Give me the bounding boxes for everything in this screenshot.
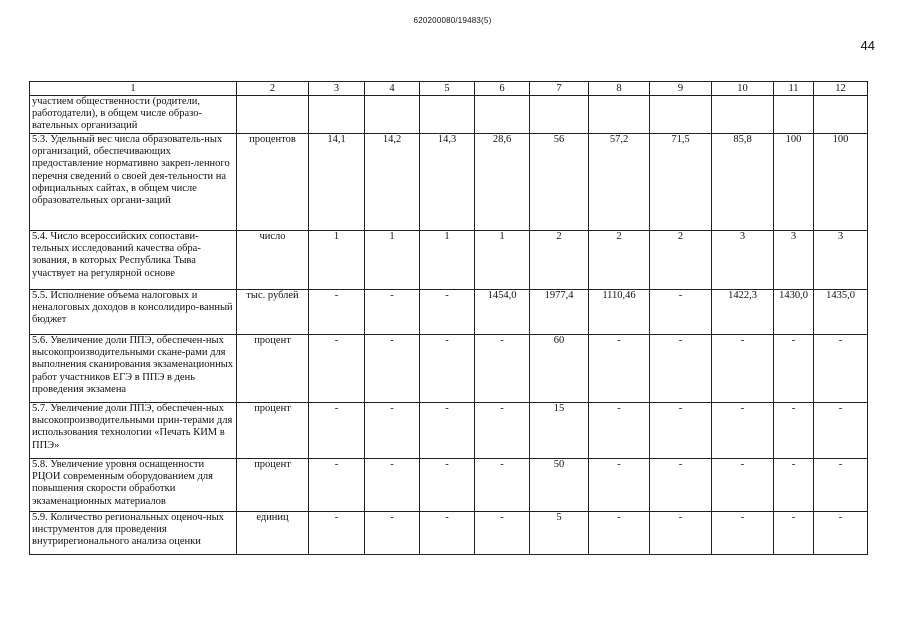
indicator-value: -: [589, 512, 650, 555]
indicator-value: 14,1: [309, 134, 365, 231]
indicator-value: 71,5: [650, 134, 712, 231]
indicator-name: 5.3. Удельный вес числа образователь-ных организаций, обеспечивающих предоставление нормативно закреп-ленного перечня сведений о своей дея-тельности на официальных сайтах, в общем числе образовательных органи-заций: [30, 134, 237, 231]
indicator-value: [712, 96, 774, 134]
indicator-unit: тыс. рублей: [237, 290, 309, 335]
column-header: 8: [589, 82, 650, 96]
indicator-value: [365, 96, 420, 134]
indicator-value: -: [589, 459, 650, 512]
indicator-name: 5.6. Увеличение доли ППЭ, обеспечен-ных высокопроизводительными скане-рами для выполнения сканирования экзаменационных работ участников ЕГЭ в ППЭ в день проведения экзамена: [30, 335, 237, 403]
indicator-value: -: [365, 290, 420, 335]
indicator-unit: единиц: [237, 512, 309, 555]
indicator-value: -: [774, 403, 814, 459]
indicator-unit: процентов: [237, 134, 309, 231]
indicator-value: -: [420, 290, 475, 335]
indicator-value: -: [309, 512, 365, 555]
indicator-value: -: [309, 403, 365, 459]
indicator-unit: процент: [237, 459, 309, 512]
indicator-value: 1: [365, 231, 420, 290]
table-row: [30, 231, 868, 290]
indicator-value: -: [774, 512, 814, 555]
indicator-value: [475, 96, 530, 134]
indicator-value: [420, 96, 475, 134]
indicator-value: 1: [309, 231, 365, 290]
indicator-value: [589, 96, 650, 134]
table-row: [30, 96, 868, 134]
indicator-value: -: [365, 459, 420, 512]
page-number: 44: [860, 38, 875, 53]
indicator-value: -: [475, 403, 530, 459]
indicator-value: 15: [530, 403, 589, 459]
column-header: 7: [530, 82, 589, 96]
indicator-value: 1430,0: [774, 290, 814, 335]
indicator-value: -: [774, 459, 814, 512]
indicator-value: -: [650, 512, 712, 555]
table-header: [30, 82, 868, 96]
indicator-value: 14,2: [365, 134, 420, 231]
indicator-value: 5: [530, 512, 589, 555]
indicator-value: 14,3: [420, 134, 475, 231]
indicator-value: [774, 96, 814, 134]
indicator-value: 1: [475, 231, 530, 290]
table-body: [30, 96, 868, 555]
indicator-value: 56: [530, 134, 589, 231]
indicator-value: -: [475, 459, 530, 512]
indicator-value: -: [475, 335, 530, 403]
indicator-value: 100: [814, 134, 868, 231]
table-row: [30, 335, 868, 403]
column-header: 10: [712, 82, 774, 96]
indicator-unit: [237, 96, 309, 134]
indicator-value: [530, 96, 589, 134]
indicator-unit: число: [237, 231, 309, 290]
indicator-value: 1454,0: [475, 290, 530, 335]
column-header: 2: [237, 82, 309, 96]
indicator-unit: процент: [237, 335, 309, 403]
indicator-value: -: [309, 290, 365, 335]
indicator-value: 57,2: [589, 134, 650, 231]
indicator-name: участием общественности (родители, работодатели), в общем числе образо-вательных организаций: [30, 96, 237, 134]
table-row: [30, 512, 868, 555]
indicator-value: 50: [530, 459, 589, 512]
column-header: 6: [475, 82, 530, 96]
indicator-value: 2: [650, 231, 712, 290]
indicator-value: -: [650, 335, 712, 403]
indicator-value: -: [589, 403, 650, 459]
indicator-value: 1977,4: [530, 290, 589, 335]
indicator-value: -: [814, 403, 868, 459]
indicator-name: 5.4. Число всероссийских сопостави-тельных исследований качества обра-зования, в которых Республика Тыва участвует на регулярной основе: [30, 231, 237, 290]
indicator-value: -: [420, 512, 475, 555]
indicator-value: 60: [530, 335, 589, 403]
indicator-value: 85,8: [712, 134, 774, 231]
indicator-value: -: [712, 512, 774, 555]
header-row: [30, 82, 868, 96]
indicator-value: 3: [814, 231, 868, 290]
indicator-value: -: [650, 290, 712, 335]
indicator-value: 1110,46: [589, 290, 650, 335]
indicator-name: 5.7. Увеличение доли ППЭ, обеспечен-ных высокопроизводительными прин-терами для использования технологии «Печать КИМ в ППЭ»: [30, 403, 237, 459]
indicator-value: -: [814, 512, 868, 555]
indicator-name: 5.9. Количество региональных оценоч-ных инструментов для проведения внутрирегионального анализа оценки: [30, 512, 237, 555]
column-header: 12: [814, 82, 868, 96]
indicator-value: 2: [530, 231, 589, 290]
indicator-name: 5.5. Исполнение объема налоговых и неналоговых доходов в консолидиро-ванный бюджет: [30, 290, 237, 335]
document-id: 620200080/19483(5): [413, 16, 492, 25]
indicator-value: [650, 96, 712, 134]
column-header: 9: [650, 82, 712, 96]
indicator-value: [814, 96, 868, 134]
indicator-value: -: [420, 335, 475, 403]
indicator-value: -: [420, 459, 475, 512]
indicator-value: -: [365, 512, 420, 555]
column-header: 5: [420, 82, 475, 96]
table-row: [30, 403, 868, 459]
indicator-value: 28,6: [475, 134, 530, 231]
indicator-value: [309, 96, 365, 134]
indicator-value: -: [650, 459, 712, 512]
indicator-value: -: [712, 335, 774, 403]
indicator-value: 3: [774, 231, 814, 290]
indicator-value: -: [365, 403, 420, 459]
indicator-value: -: [774, 335, 814, 403]
indicator-unit: процент: [237, 403, 309, 459]
column-header: 3: [309, 82, 365, 96]
indicator-value: -: [589, 335, 650, 403]
indicator-value: 100: [774, 134, 814, 231]
column-header: 4: [365, 82, 420, 96]
indicator-value: -: [420, 403, 475, 459]
indicator-value: 2: [589, 231, 650, 290]
table-row: [30, 290, 868, 335]
indicator-value: -: [309, 335, 365, 403]
column-header: 1: [30, 82, 237, 96]
table-row: [30, 134, 868, 231]
indicator-value: 1: [420, 231, 475, 290]
table-row: [30, 459, 868, 512]
indicators-table: [29, 81, 868, 555]
indicator-value: -: [712, 403, 774, 459]
indicator-value: -: [309, 459, 365, 512]
column-header: 11: [774, 82, 814, 96]
indicator-value: 3: [712, 231, 774, 290]
indicator-value: -: [712, 459, 774, 512]
indicator-value: -: [475, 512, 530, 555]
indicator-value: -: [814, 459, 868, 512]
indicator-value: -: [650, 403, 712, 459]
indicator-value: -: [814, 335, 868, 403]
indicator-name: 5.8. Увеличение уровня оснащенности РЦОИ современным оборудованием для повышения скорости обработки экзаменационных материалов: [30, 459, 237, 512]
indicator-value: -: [365, 335, 420, 403]
indicator-value: 1422,3: [712, 290, 774, 335]
indicator-value: 1435,0: [814, 290, 868, 335]
